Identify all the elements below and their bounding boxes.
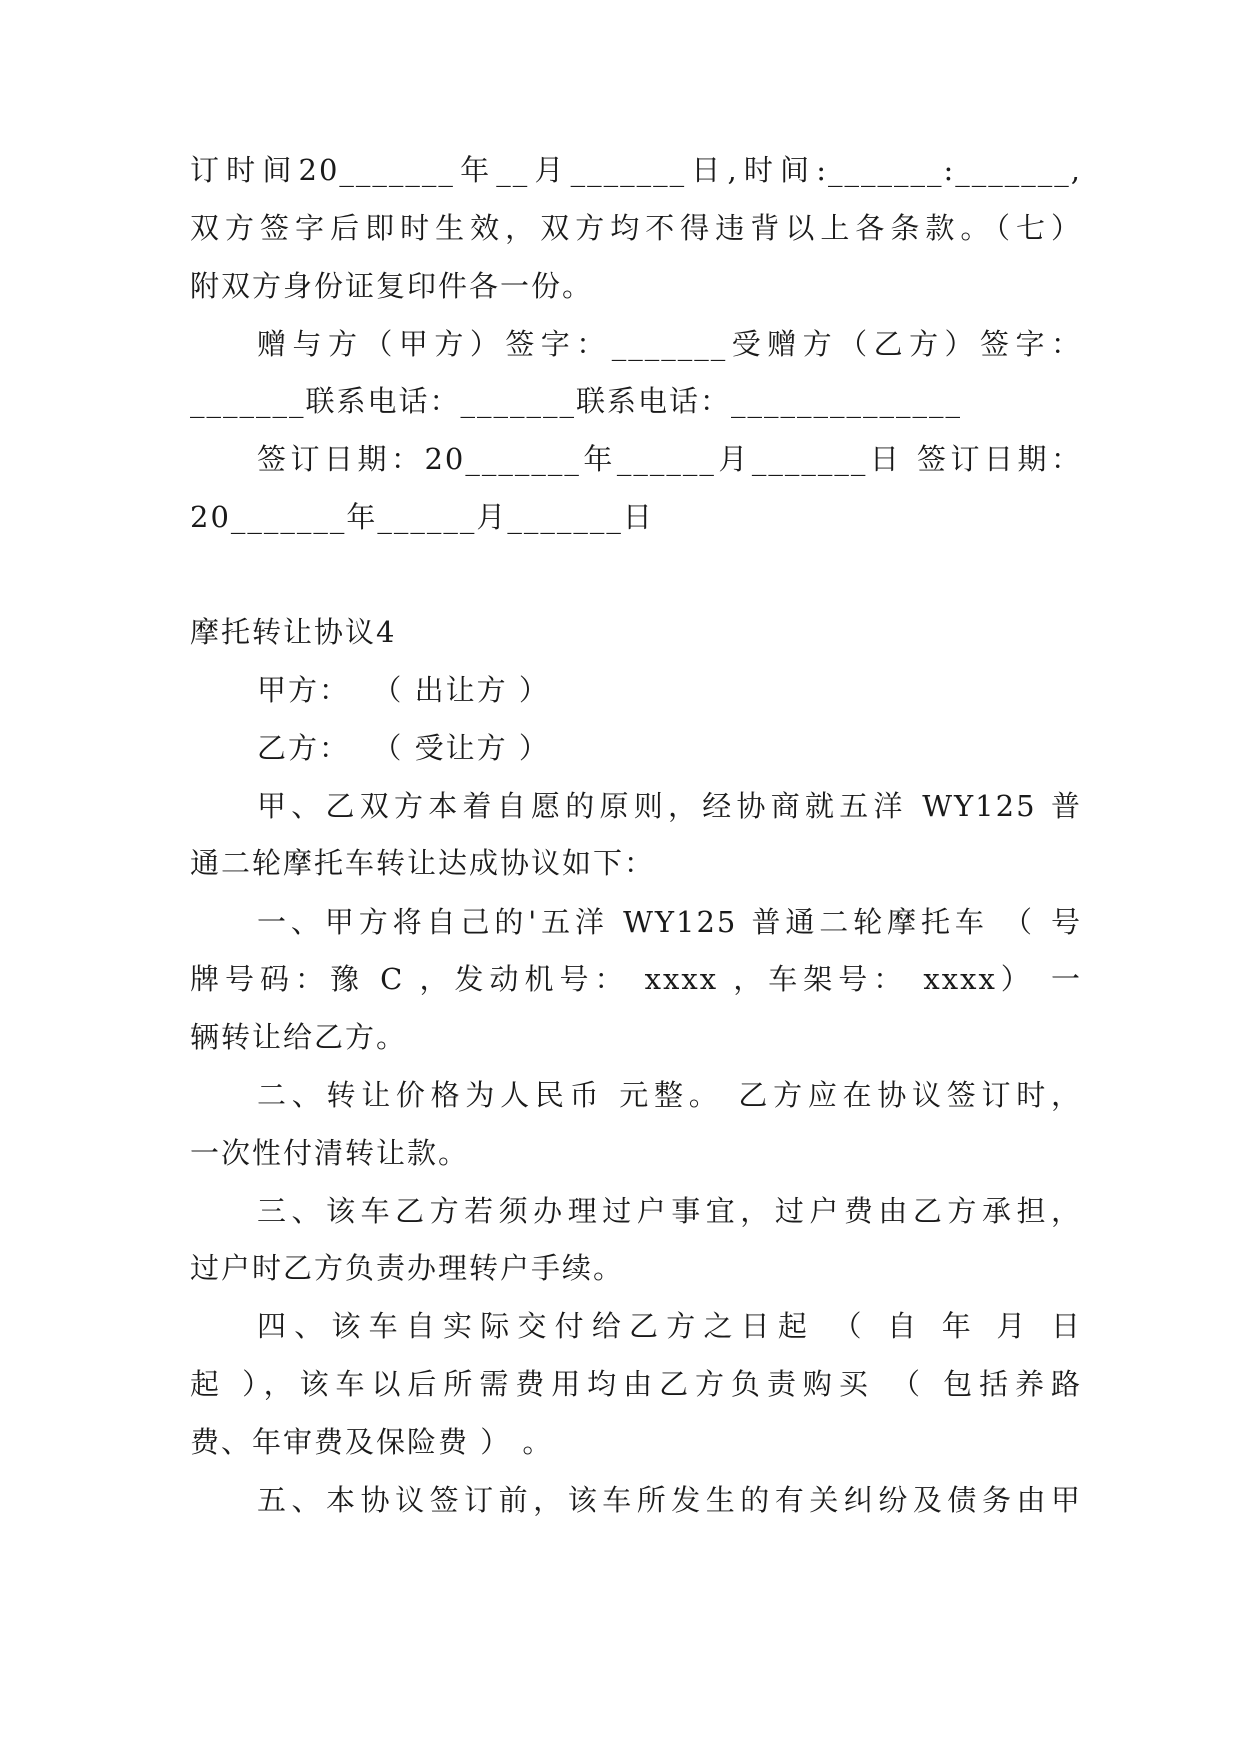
clause-1: 辆转让给乙方。 <box>190 1020 408 1054</box>
clause-1: 牌号码：豫 C ，发动机号： xxxx ，车架号： xxxx） 一 <box>190 962 1082 996</box>
date-line: 签订日期：20_______年______月_______日 签订日期： <box>257 442 1082 476</box>
clause-5: 五、本协议签订前，该车所发生的有关纠纷及债务由甲 <box>257 1483 1082 1517</box>
text-line: 双方签字后即时生效，双方均不得违背以上各条款。（七） <box>190 211 1082 245</box>
phone-line: _______联系电话：_______联系电话：______________ <box>190 384 963 418</box>
clause-1: 一、甲方将自己的'五洋 WY125 普通二轮摩托车 （ 号 <box>257 905 1082 939</box>
clause-2: 二、转让价格为人民币 元整。 乙方应在协议签订时， <box>257 1078 1082 1112</box>
text-line: 甲、乙双方本着自愿的原则，经协商就五洋 WY125 普 <box>257 789 1082 823</box>
party-a-line: 甲方： （ 出让方 ） <box>257 673 550 707</box>
text-line: 订时间20_______年__月_______日,时间:_______:_______, <box>190 153 1082 187</box>
signature-line: 赠与方（甲方）签字：_______受赠方（乙方）签字： <box>257 327 1082 361</box>
party-b-line: 乙方： （ 受让方 ） <box>257 731 550 765</box>
clause-2: 一次性付清转让款。 <box>190 1136 470 1170</box>
text-line: 附双方身份证复印件各一份。 <box>190 269 594 303</box>
text-line: 通二轮摩托车转让达成协议如下： <box>190 846 656 880</box>
clause-4: 费、年审费及保险费 ） 。 <box>190 1425 554 1459</box>
clause-3: 三、该车乙方若须办理过户事宜，过户费由乙方承担， <box>257 1194 1082 1228</box>
clause-4: 起 ），该车以后所需费用均由乙方负责购买 （ 包括养路 <box>190 1367 1082 1401</box>
date-line: 20_______年______月_______日 <box>190 500 654 534</box>
clause-3: 过户时乙方负责办理转户手续。 <box>190 1251 625 1285</box>
clause-4: 四、该车自实际交付给乙方之日起 （ 自 年 月 日 <box>257 1309 1082 1343</box>
section-title: 摩托转让协议4 <box>190 615 397 649</box>
